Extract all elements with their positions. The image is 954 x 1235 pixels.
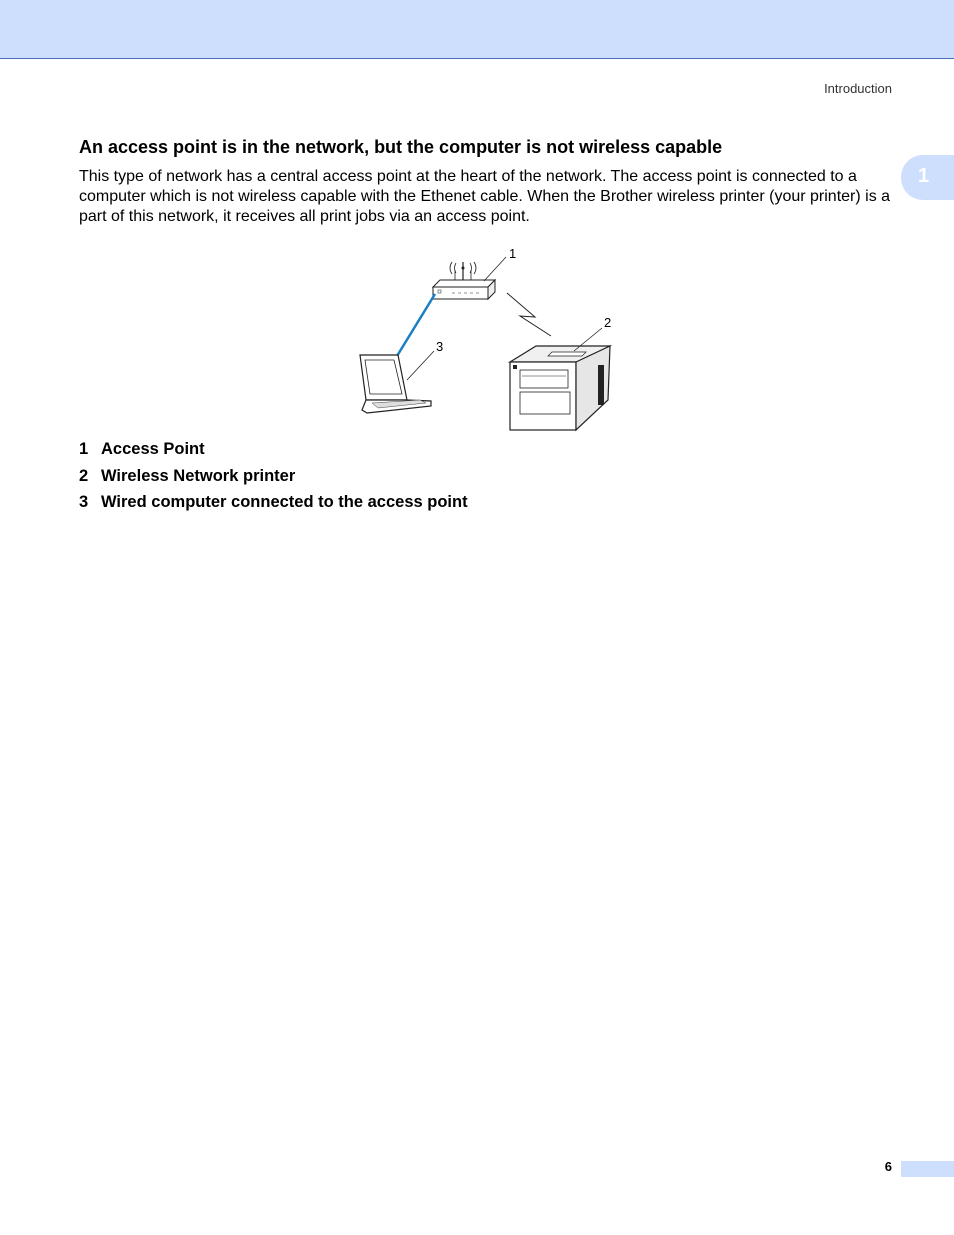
leader-line-3 xyxy=(407,351,434,380)
leader-line-1 xyxy=(484,257,506,281)
callout-text: Wireless Network printer xyxy=(101,466,296,485)
network-diagram xyxy=(340,240,630,435)
callout-number: 1 xyxy=(79,440,89,458)
figure-label-3: 3 xyxy=(436,339,444,354)
callout-text: Wired computer connected to the access point xyxy=(101,493,468,511)
body-paragraph: This type of network has a central access point at the heart of the network. The access point is connected to a computer which is not wireless capable with the Ethenet cable. When the Brother wireless printer (your printer) is a part of this network, it receives all print jobs via an access point. xyxy=(79,168,891,225)
callout-text: Access Point xyxy=(101,440,205,458)
section-heading: An access point is in the network, but the computer is not wireless capable xyxy=(79,137,723,157)
wireless-link-icon xyxy=(507,293,551,336)
running-header: Introduction xyxy=(824,81,892,96)
callout-item xyxy=(79,489,468,516)
callout-number: 3 xyxy=(79,493,89,511)
chapter-tab xyxy=(901,155,954,200)
figure-label-2: 2 xyxy=(604,315,612,330)
laptop-icon xyxy=(360,355,431,413)
access-point-icon xyxy=(433,262,495,299)
chapter-number: 1 xyxy=(918,165,930,187)
figure-label-1: 1 xyxy=(509,246,517,261)
header-band xyxy=(0,0,954,59)
ethernet-cable xyxy=(397,294,435,356)
callout-number: 2 xyxy=(79,466,89,485)
printer-icon xyxy=(510,346,610,430)
callout-list xyxy=(79,436,468,516)
footer-bar xyxy=(901,1161,954,1177)
callout-item xyxy=(79,436,468,463)
callout-item xyxy=(79,463,468,490)
page-number: 6 xyxy=(884,1159,892,1174)
